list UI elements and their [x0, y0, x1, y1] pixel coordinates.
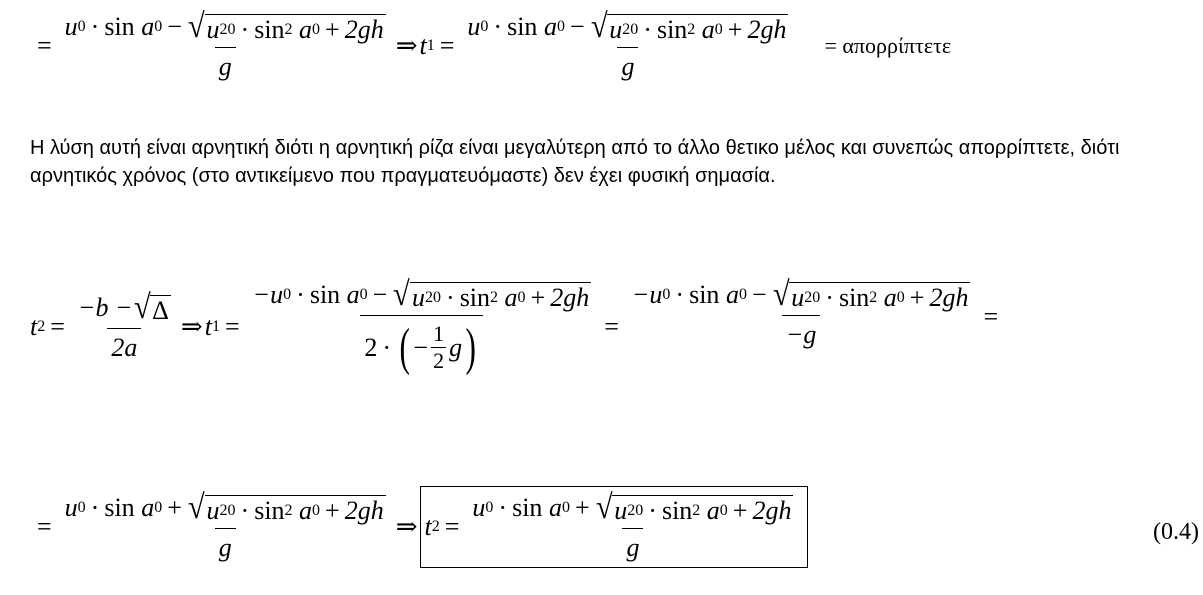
subscript: 2 — [37, 317, 46, 335]
var-u: u — [614, 495, 628, 525]
minus-b-term: −b − — [77, 293, 133, 323]
var-a: a — [141, 493, 155, 523]
denominator: 2a — [107, 328, 141, 361]
dot-operator: · — [446, 282, 455, 312]
rejected-label: = απορρίπτετε — [824, 32, 952, 58]
var-a: a — [299, 14, 313, 44]
subscript: 0 — [77, 499, 86, 517]
radicand — [789, 282, 970, 311]
implies-arrow-icon: ⇒ — [395, 511, 418, 541]
subscript: 0 — [227, 501, 236, 519]
subscript: 0 — [556, 18, 565, 36]
sin-function: sin — [104, 493, 135, 523]
var-a: a — [346, 280, 360, 310]
dot-operator: · — [498, 493, 508, 523]
radical-sign-icon: √ — [590, 8, 608, 45]
subscript: 0 — [480, 18, 489, 36]
dot-operator: · — [493, 12, 503, 42]
subscript: 0 — [359, 286, 368, 304]
superscript: 2 — [622, 20, 631, 38]
subscript: 0 — [154, 18, 163, 36]
var-u: u — [472, 493, 486, 523]
var-g: g — [449, 332, 463, 362]
denominator: g — [617, 47, 638, 80]
var-a: a — [299, 495, 313, 525]
dot-operator: · — [240, 495, 250, 525]
var-u: u — [412, 282, 426, 312]
superscript: 2 — [425, 288, 434, 306]
dot-operator: · — [648, 495, 657, 525]
var-u: u — [206, 495, 220, 525]
fraction — [628, 276, 975, 349]
var-u: u — [467, 12, 481, 42]
radicand — [612, 495, 793, 524]
half-denominator: 2 — [433, 348, 445, 374]
dot-operator: · — [240, 14, 250, 44]
radical-sign-icon: √ — [393, 276, 411, 313]
fraction — [463, 8, 792, 81]
minus-sign: − — [569, 12, 585, 42]
var-a: a — [706, 495, 720, 525]
radical-sign-icon: √ — [133, 289, 151, 326]
subscript: 0 — [812, 288, 821, 306]
half-numerator: 1 — [433, 321, 445, 347]
minus-sign: − — [167, 12, 182, 42]
minus-sign: − — [751, 280, 767, 310]
subscript: 0 — [283, 286, 292, 304]
radical-sign-icon: √ — [187, 8, 205, 45]
sin-function: sin — [838, 282, 870, 312]
denominator: −g — [782, 315, 821, 348]
denominator — [360, 315, 483, 374]
subscript: 0 — [227, 20, 236, 38]
dot-operator: · — [825, 282, 834, 312]
superscript: 2 — [219, 501, 228, 519]
subscript: 0 — [662, 286, 671, 304]
plus-sign: + — [325, 14, 340, 44]
numerator — [74, 289, 175, 328]
numerator — [468, 489, 797, 528]
subscript: 0 — [312, 501, 321, 519]
subscript: 0 — [517, 288, 526, 306]
denominator: g — [215, 528, 236, 561]
dot-operator: · — [90, 493, 100, 523]
superscript: 2 — [804, 288, 813, 306]
radical-sign-icon: √ — [772, 276, 790, 313]
plus-sign: + — [909, 282, 925, 312]
equals-sign: = — [604, 311, 619, 341]
radical-sign-icon: √ — [187, 489, 205, 526]
dot-operator: · — [675, 280, 685, 310]
equation-row-3 — [32, 486, 808, 568]
var-a: a — [504, 282, 518, 312]
minus-sign: − — [372, 280, 388, 310]
plus-sign: + — [574, 493, 590, 523]
subscript: 2 — [431, 517, 440, 535]
sin-function: sin — [459, 282, 491, 312]
equals-sign: = — [439, 30, 455, 60]
open-paren: ( — [399, 318, 410, 376]
subscript: 0 — [154, 499, 163, 517]
superscript: 2 — [627, 501, 636, 519]
square-root — [772, 276, 971, 313]
superscript: 2 — [490, 288, 499, 306]
dot-operator: · — [296, 280, 305, 310]
minus-u-term: −u — [631, 280, 663, 310]
var-u: u — [609, 14, 623, 44]
square-root — [133, 289, 171, 326]
sin-function: sin — [661, 495, 693, 525]
sin-function: sin — [254, 495, 285, 525]
fraction — [468, 489, 797, 562]
equation-row-2 — [30, 276, 1003, 376]
plus-sign: + — [530, 282, 546, 312]
plus-sign: + — [732, 495, 748, 525]
dot-operator: · — [382, 332, 392, 362]
sin-function: sin — [512, 493, 543, 523]
boxed-result — [420, 486, 809, 568]
subscript: 0 — [738, 286, 747, 304]
radicand — [410, 282, 591, 311]
explanation-paragraph: Η λύση αυτή είναι αρνητική διότι η αρνητική ρίζα είναι μεγαλύτερη από το άλλο θετικο μέλος και συνεπώς απορρίπτετε, διότι αρνητικός χρόνος (στο αντικείμενο που πραγματευόμαστε) δεν έχει φυσική σημασία. — [30, 137, 1120, 187]
fraction — [61, 489, 390, 562]
denominator: g — [622, 528, 643, 561]
term-2gh: 2gh — [747, 14, 787, 44]
subscript: 0 — [485, 499, 494, 517]
term-2gh: 2gh — [929, 282, 969, 312]
subscript: 0 — [719, 501, 728, 519]
equals-sign: = — [37, 30, 52, 60]
radical-sign-icon: √ — [595, 489, 613, 526]
var-u: u — [206, 14, 220, 44]
subscript: 0 — [312, 20, 321, 38]
fraction — [249, 276, 596, 376]
equation-row-1 — [32, 8, 952, 81]
square-root — [187, 8, 386, 45]
subscript: 0 — [635, 501, 644, 519]
sin-function: sin — [656, 14, 688, 44]
var-u: u — [64, 493, 78, 523]
equation-number: (0.4) — [1153, 519, 1199, 545]
superscript: 2 — [692, 501, 701, 519]
var-a: a — [141, 12, 155, 42]
subscript: 0 — [896, 288, 905, 306]
var-a: a — [883, 282, 897, 312]
sin-function: sin — [689, 280, 720, 310]
term-2gh: 2gh — [344, 14, 384, 44]
half-fraction — [431, 323, 446, 372]
two: 2 — [364, 332, 378, 362]
close-paren: ) — [465, 318, 476, 376]
sin-function: sin — [309, 280, 341, 310]
fraction — [61, 8, 390, 81]
superscript: 2 — [284, 501, 293, 519]
var-a: a — [543, 12, 557, 42]
square-root — [187, 489, 386, 526]
var-t: t — [30, 311, 38, 341]
subscript: 0 — [714, 20, 723, 38]
subscript: 1 — [211, 317, 220, 335]
square-root — [392, 276, 591, 313]
term-2gh: 2gh — [752, 495, 792, 525]
var-a: a — [701, 14, 715, 44]
var-t: t — [419, 30, 427, 60]
square-root — [590, 8, 789, 45]
equals-sign: = — [444, 511, 460, 541]
subscript: 1 — [426, 36, 435, 54]
equals-sign: = — [983, 302, 999, 331]
var-a: a — [548, 493, 562, 523]
minus-sign: − — [413, 332, 429, 362]
radicand — [205, 14, 386, 43]
sin-function: sin — [507, 12, 538, 42]
plus-sign: + — [727, 14, 743, 44]
superscript: 2 — [687, 20, 696, 38]
implies-arrow-icon: ⇒ — [395, 30, 418, 60]
numerator — [249, 276, 596, 315]
equals-sign: = — [37, 511, 52, 541]
superscript: 2 — [869, 288, 878, 306]
equals-sign: = — [50, 311, 65, 341]
var-u: u — [64, 12, 78, 42]
sin-function: sin — [254, 14, 285, 44]
numerator — [61, 8, 390, 47]
plus-sign: + — [167, 493, 182, 523]
denominator: g — [215, 47, 236, 80]
subscript: 0 — [77, 18, 86, 36]
subscript: 0 — [630, 20, 639, 38]
dot-operator: · — [90, 12, 100, 42]
superscript: 2 — [219, 20, 228, 38]
var-t: t — [204, 311, 212, 341]
plus-sign: + — [325, 495, 340, 525]
var-a: a — [725, 280, 739, 310]
sin-function: sin — [104, 12, 135, 42]
numerator — [463, 8, 792, 47]
superscript: 2 — [284, 20, 293, 38]
dot-operator: · — [643, 14, 652, 44]
quadratic-fraction — [74, 289, 175, 362]
term-2gh: 2gh — [344, 495, 384, 525]
implies-arrow-icon: ⇒ — [180, 311, 203, 341]
numerator — [628, 276, 975, 315]
radicand — [607, 14, 788, 43]
var-t: t — [424, 511, 432, 541]
square-root — [595, 489, 794, 526]
equals-sign: = — [224, 311, 240, 341]
term-2gh: 2gh — [550, 282, 590, 312]
minus-u-term: −u — [252, 280, 284, 310]
radicand — [205, 495, 386, 524]
var-u: u — [791, 282, 805, 312]
subscript: 0 — [433, 288, 442, 306]
subscript: 0 — [561, 499, 570, 517]
radicand: Δ — [152, 295, 169, 325]
numerator — [61, 489, 390, 528]
